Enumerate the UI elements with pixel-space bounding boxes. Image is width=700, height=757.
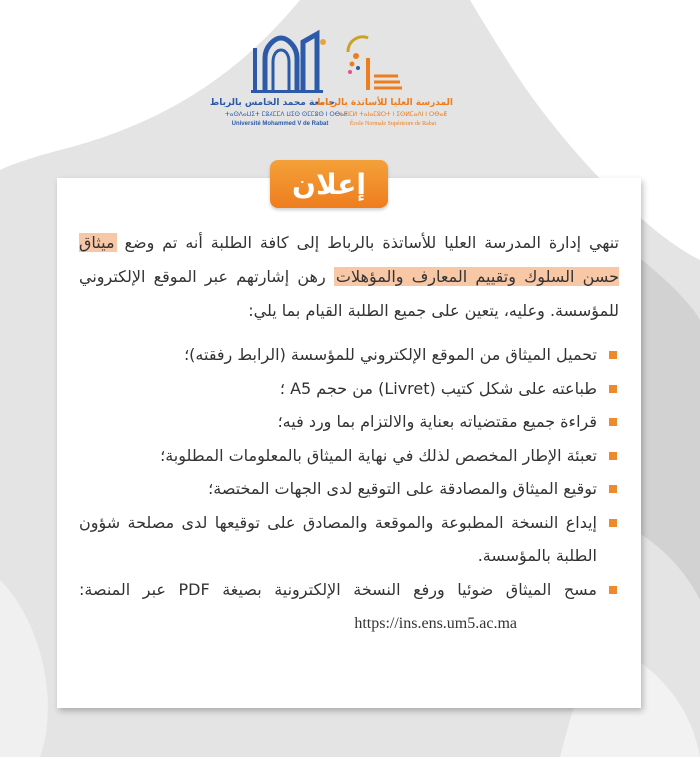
- ens-french-name: École Normale Supérieure de Rabat: [349, 121, 437, 127]
- um5-arabic-name: جامعة محمد الخامس بالرباط: [209, 98, 335, 108]
- list-item: [79, 405, 619, 439]
- instructions-list: [79, 338, 619, 641]
- bullet-icon: [609, 452, 617, 460]
- um5-tifinagh-name: ⵜⴰⵙⴷⴰⵡⵉⵜ ⵎⵓⵃⵎⵎⴷ ⵡⵉⵙ ⵙⵎⵎⵓⵙ ⵏ ⵔⴱⴰⵟ: [225, 111, 348, 118]
- list-item: [79, 372, 619, 406]
- list-item: [79, 506, 619, 573]
- bullet-icon: [609, 418, 617, 426]
- announcement-title: إعلان: [270, 160, 388, 208]
- intro-text-after: رهن إشارتهم عبر الموقع الإلكتروني للمؤسسة. وعليه، يتعين على جميع الطلبة القيام بما يلي:: [79, 267, 619, 320]
- bullet-icon: [609, 351, 617, 359]
- list-item-text: طباعته على شكل كتيب (Livret) من حجم A5 ؛: [279, 378, 597, 398]
- um5-french-name: Université Mohammed V de Rabat: [231, 121, 329, 127]
- um5-logo: [209, 28, 348, 138]
- list-item-text: تعبئة الإطار المخصص لذلك في نهاية الميثاق بالمعلومات المطلوبة؛: [160, 445, 597, 465]
- list-item: [79, 573, 619, 641]
- list-item-text: مسح الميثاق ضوئيا ورفع النسخة الإلكترونية بصيغة PDF عبر المنصة:: [79, 579, 598, 599]
- bullet-icon: [609, 385, 617, 393]
- list-item-text: إيداع النسخة المطبوعة والموقعة والمصادق على توقيعها لدى مصلحة شؤون الطلبة بالمؤسسة.: [79, 512, 597, 565]
- list-item: [79, 338, 619, 372]
- list-item: [79, 472, 619, 506]
- bullet-icon: [609, 485, 617, 493]
- charter-highlight: ميثاق حسن السلوك وتقييم المعارف والمؤهلات: [79, 233, 619, 286]
- ens-emblem-icon: [338, 28, 448, 98]
- platform-link[interactable]: https://ins.ens.um5.ac.ma: [354, 615, 517, 632]
- intro-paragraph: [79, 226, 619, 328]
- list-item: [79, 439, 619, 473]
- intro-text-before: تنهي إدارة المدرسة العليا للأساتذة بالرباط إلى كافة الطلبة أنه تم وضع: [124, 233, 619, 252]
- announcement-card: [57, 167, 641, 708]
- announcement-body: [79, 226, 619, 641]
- ens-tifinagh-name: ⵜⵉⵏⵎⵍ ⵜⴰⵏⴰⵎⵓⵔⵜ ⵏ ⵉⵙⵍⵎⴰⴷⵏ ⵏ ⵔⴱⴰⵟ: [338, 111, 448, 118]
- um5-emblem-icon: [225, 28, 335, 98]
- bullet-icon: [609, 519, 617, 527]
- ens-arabic-name: المدرسة العليا للأساتذة بالرباط: [315, 98, 453, 108]
- list-item-text: تحميل الميثاق من الموقع الإلكتروني للمؤسسة (الرابط رفقته)؛: [184, 345, 597, 364]
- list-item-text: توقيع الميثاق والمصادقة على التوقيع لدى الجهات المختصة؛: [208, 479, 597, 498]
- bullet-icon: [609, 586, 617, 594]
- list-item-text: قراءة جميع مقتضياته بعناية والالتزام بما ورد فيه؛: [277, 412, 597, 431]
- ens-logo: [315, 28, 453, 138]
- header-logos: [0, 28, 700, 148]
